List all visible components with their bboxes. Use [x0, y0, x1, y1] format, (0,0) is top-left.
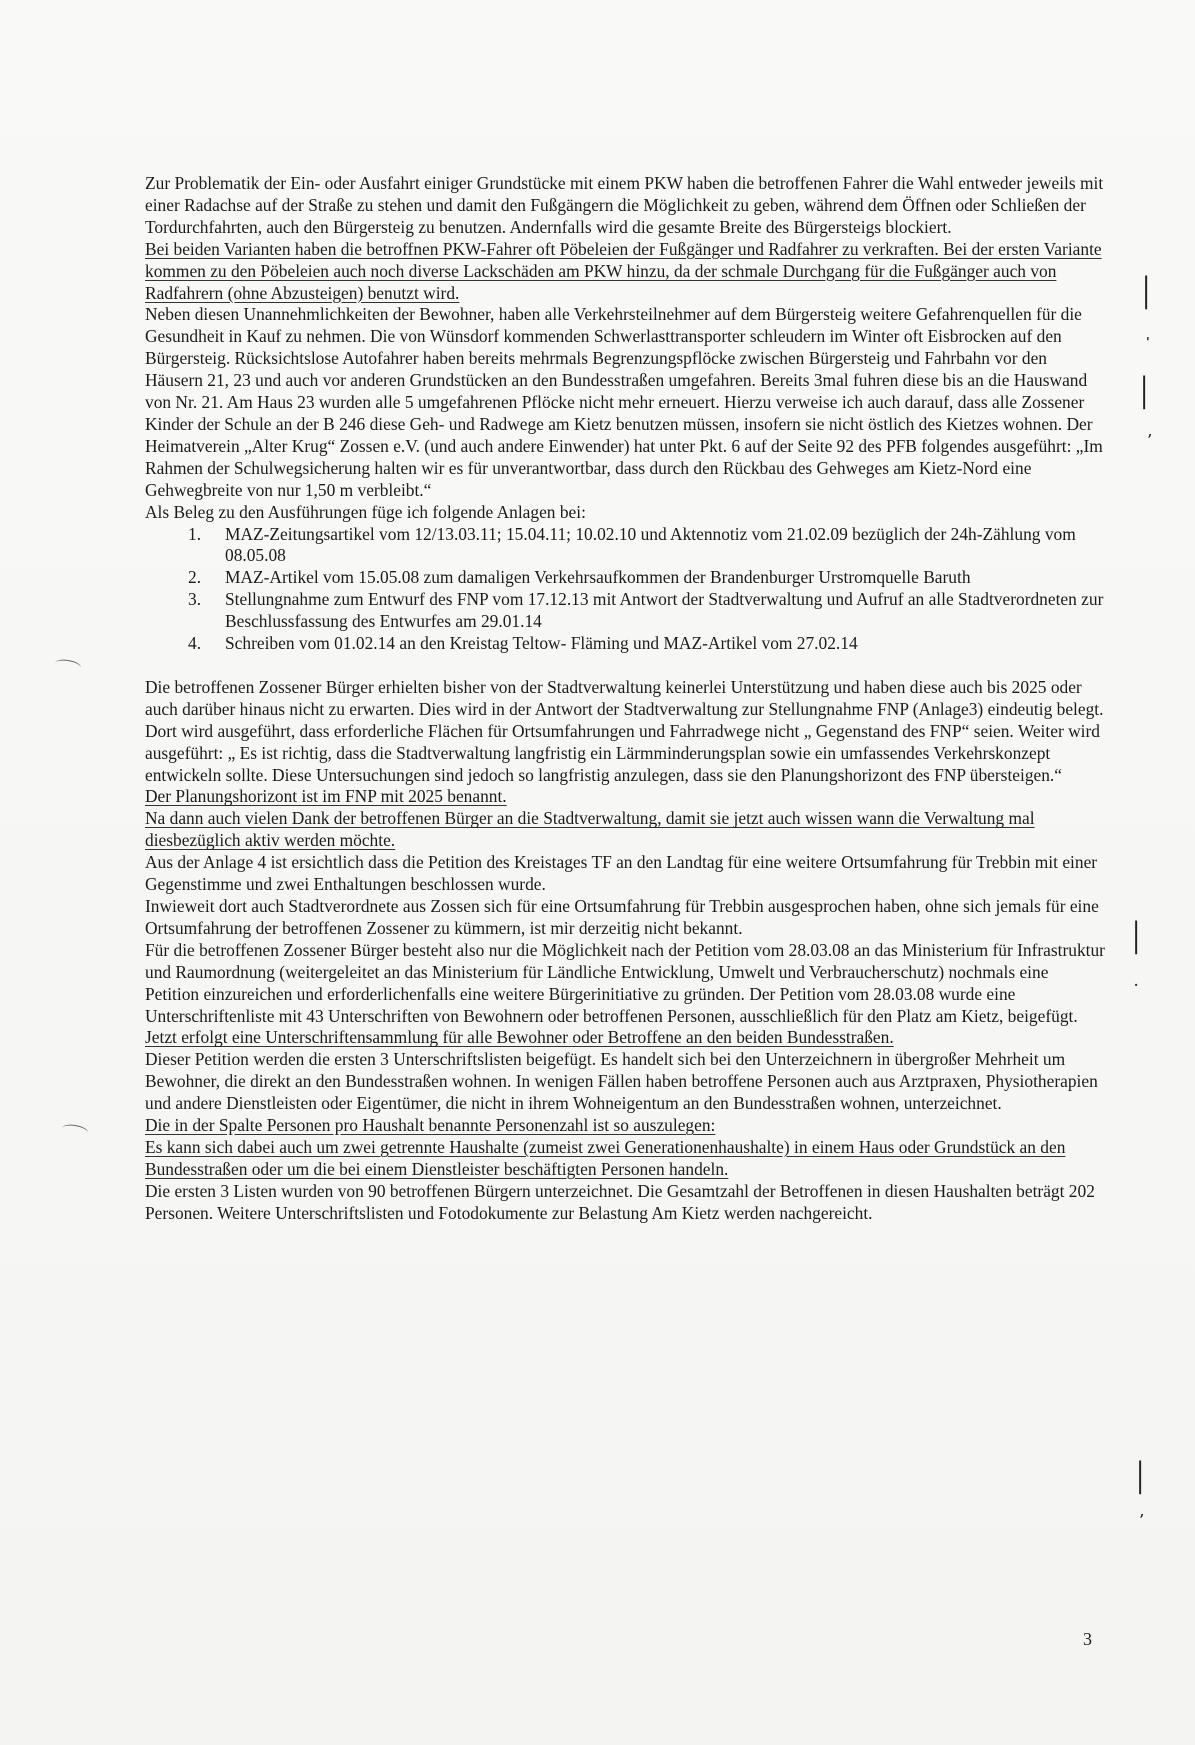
attachment-number: 4.: [188, 633, 202, 654]
attachment-number: 3.: [188, 589, 202, 610]
margin-mark: ': [1146, 335, 1150, 349]
attachment-number: 2.: [188, 567, 202, 588]
attachment-number: 1.: [188, 523, 202, 544]
margin-mark: |: [1136, 1455, 1144, 1495]
margin-mark: ,: [1140, 1505, 1145, 1519]
left-margin-mark: [54, 658, 82, 673]
paragraph-attachments-intro: Als Beleg zu den Ausführungen füge ich folgende Anlagen bei:: [145, 501, 586, 522]
paragraph-signature-collection: Jetzt erfolgt eine Unterschriftensammlung für alle Bewohner oder Betroffene an den beiden Bundesstraßen.: [145, 1027, 894, 1048]
margin-mark: ,: [1148, 425, 1153, 439]
attachment-item: [145, 567, 1105, 589]
paragraph-no-support: Die betroffenen Zossener Bürger erhielten bisher von der Stadtverwaltung keinerlei Unterstützung und haben diese auch bis 2025 oder auch darüber hinaus nicht zu erwarten. Dies wird in der Antwort der Stadtverwaltung zur Stellungnahme FNP (Anlage3) eindeutig belegt. Dort wird ausgeführt, dass erforderliche Flächen für Ortsumfahrungen und Fahrradwege nicht „ Gegenstand des FNP“ seien. Weiter wird ausgeführt: „ Es ist richtig, dass die Stadtverwaltung langfristig ein Lärmminderungsplan sowie ein umfassendes Verkehrskonzept entwickeln sollte. Diese Untersuchungen sind jedoch so langfristig anzulegen, dass sie den Planungshorizont des FNP übersteigen.“: [145, 676, 1104, 785]
margin-mark: |: [1132, 915, 1140, 955]
paragraph-petition-option: Für die betroffenen Zossener Bürger besteht also nur die Möglichkeit nach der Petition vom 28.03.08 an das Ministerium für Infrastruktur und Raumordnung (weitergeleitet an das Ministerium für Ländliche Entwicklung, Umwelt und Verbraucherschutz) nochmals eine Petition einzureichen und erforderlichenfalls eine weitere Bürgerinitiative zu gründen. Der Petition vom 28.03.08 wurde eine Unterschriftenliste mit 43 Unterschriften von Bewohnern oder betroffenen Personen, ausschließlich für den Platz am Kietz, beigefügt.: [145, 939, 1105, 1026]
paragraph-households: Es kann sich dabei auch um zwei getrennte Haushalte (zumeist zwei Generationenhaushalte) in einem Haus oder Grundstück an den Bundesstraßen oder um die bei einem Dienstleister beschäftigten Personen handeln.: [145, 1136, 1066, 1179]
paragraph-driver-insults: Bei beiden Varianten haben die betroffnen PKW-Fahrer oft Pöbeleien der Fußgänger und Radfahrer zu verkraften. Bei der ersten Variante kommen zu den Pöbeleien auch noch diverse Lackschäden am PKW hinzu, da der schmale Durchgang für die Fußgänger auch von Radfahrern (ohne Abzusteigen) benutzt wird.: [145, 238, 1102, 303]
margin-mark: |: [1142, 270, 1150, 310]
paragraph-gap: [145, 655, 1105, 677]
paragraph-councillors: Inwieweit dort auch Stadtverordnete aus Zossen sich für eine Ortsumfahrung für Trebbin ausgesprochen haben, ohne sich jemals für eine Ortsumfahrung der betroffenen Zossener zu kümmern, ist mir derzeitig nicht bekannt.: [145, 896, 1099, 938]
document-body: [145, 173, 1105, 1225]
paragraph-persons-column: Die in der Spalte Personen pro Haushalt benannte Personenzahl ist so auszulegen:: [145, 1115, 716, 1136]
margin-mark: |: [1140, 370, 1148, 410]
left-margin-mark: [61, 1123, 89, 1138]
attachment-item: [145, 633, 1105, 655]
attachment-item: [145, 589, 1105, 633]
paragraph-planning-horizon: Der Planungshorizont ist im FNP mit 2025 benannt.: [145, 786, 507, 807]
attachment-text: Schreiben vom 01.02.14 an den Kreistag Teltow- Fläming und MAZ-Artikel vom 27.02.14: [225, 633, 858, 654]
paragraph-driveway-problem: Zur Problematik der Ein- oder Ausfahrt einiger Grundstücke mit einem PKW haben die betroffenen Fahrer die Wahl entweder jeweils mit einer Radachse auf der Straße zu stehen und damit den Fußgängern die Möglichkeit zu geben, während dem Öffnen oder Schließen der Tordurchfahrten, auch den Bürgersteig zu benutzen. Andernfalls wird die gesamte Breite des Bürgersteigs blockiert.: [145, 173, 1104, 237]
attachment-text: Stellungnahme zum Entwurf des FNP vom 17.12.13 mit Antwort der Stadtverwaltung und Aufruf an alle Stadtverordneten zur Beschlussfassung des Entwurfes am 29.01.14: [225, 589, 1104, 632]
attachment-item: [145, 524, 1105, 568]
paragraph-thanks: Na dann auch vielen Dank der betroffenen Bürger an die Stadtverwaltung, damit sie jetzt auch wissen wann die Verwaltung mal diesbezüglich aktiv werden möchte.: [145, 808, 1035, 851]
paragraph-hazards: Neben diesen Unannehmlichkeiten der Bewohner, haben alle Verkehrsteilnehmer auf dem Bürgersteig weitere Gefahrenquellen für die Gesundheit in Kauf zu nehmen. Die von Wünsdorf kommenden Schwerlasttransporter schleudern im Winter oft Eisbrocken auf den Bürgersteig. Rücksichtslose Autofahrer haben bereits mehrmals Begrenzungspflöcke zwischen Bürgersteig und Fahrbahn vor den Häusern 21, 23 und auch vor anderen Grundstücken an den Bundesstraßen umgefahren. Bereits 3mal fuhren diese bis an die Hauswand von Nr. 21. Am Haus 23 wurden alle 5 umgefahrenen Pflöcke nicht mehr erneuert. Hierzu verweise ich auch darauf, dass alle Zossener Kinder der Schule an der B 246 diese Geh- und Radwege am Kietz benutzen müssen, insofern sie nicht östlich des Kietzes wohnen. Der Heimatverein „Alter Krug“ Zossen e.V. (und auch andere Einwender) hat unter Pkt. 6 auf der Seite 92 des PFB folgendes ausgeführt: „Im Rahmen der Schulwegsicherung halten wir es für unverantwortbar, dass durch den Rückbau des Gehweges am Kietz-Nord eine Gehwegbreite von nur 1,50 m verbleibt.“: [145, 304, 1103, 500]
paragraph-signature-lists: Dieser Petition werden die ersten 3 Unterschriftslisten beigefügt. Es handelt sich bei den Unterzeichnern in übergroßer Mehrheit um Bewohner, die direkt an den Bundesstraßen wohnen. In wenigen Fällen haben betroffene Personen auch aus Arztpraxen, Physiotherapien und andere Dienstleisten oder Eigentümer, die nicht in ihrem Wohneigentum an den Bundesstraßen wohnen, unterzeichnet.: [145, 1049, 1098, 1114]
paragraph-totals: Die ersten 3 Listen wurden von 90 betroffenen Bürgern unterzeichnet. Die Gesamtzahl der Betroffenen in diesen Haushalten beträgt 202 Personen. Weitere Unterschriftslisten und Fotodokumente zur Belastung Am Kietz werden nachgereicht.: [145, 1180, 1095, 1223]
attachment-text: MAZ-Artikel vom 15.05.08 zum damaligen Verkehrsaufkommen der Brandenburger Urstromquelle Baruth: [225, 567, 971, 588]
page-number: 3: [1083, 1629, 1092, 1649]
attachment-list: [145, 524, 1105, 655]
paragraph-attachment-4: Aus der Anlage 4 ist ersichtlich dass die Petition des Kreistages TF an den Landtag für eine weitere Ortsumfahrung für Trebbin mit einer Gegenstimme und zwei Enthaltungen beschlossen wurde.: [145, 852, 1098, 895]
margin-mark: .: [1134, 975, 1139, 989]
attachment-text: MAZ-Zeitungsartikel vom 12/13.03.11; 15.04.11; 10.02.10 und Aktennotiz vom 21.02.09 bezüglich der 24h-Zählung vom 08.05.08: [225, 523, 1076, 566]
